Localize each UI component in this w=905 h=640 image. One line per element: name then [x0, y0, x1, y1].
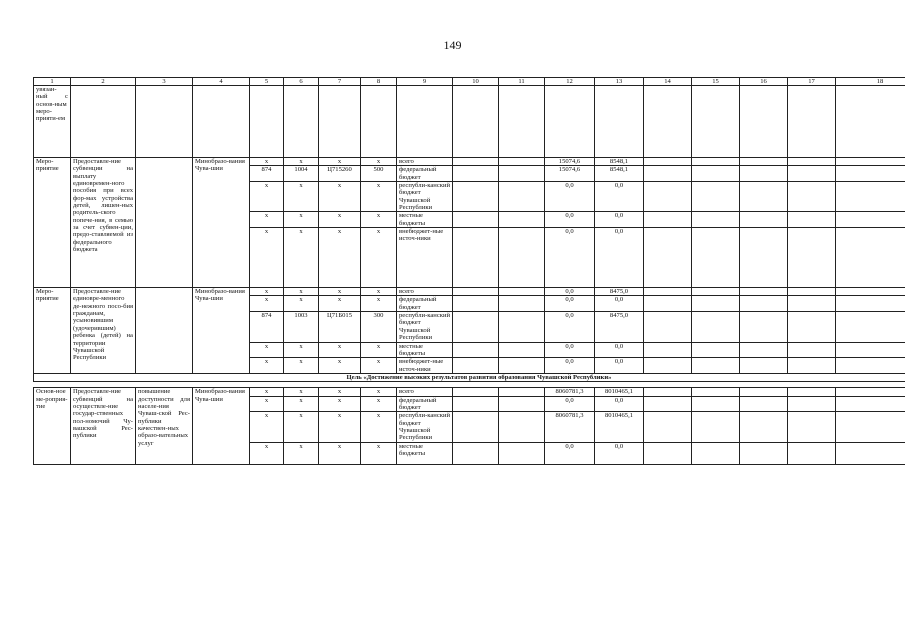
cell-source: всего: [397, 288, 453, 296]
cell-type: Меро-приятие: [34, 288, 71, 374]
cell-type: Меро-приятие: [34, 158, 71, 288]
cell-section: x: [284, 358, 319, 374]
cell-type: увязан-ный с основ-ным меро-прияти-ем: [34, 86, 71, 158]
header-cell: 9: [397, 78, 453, 86]
cell-grbs: x: [250, 158, 284, 166]
cell-value-13: 0,0: [595, 212, 644, 228]
cell-value-13: 0,0: [595, 296, 644, 312]
cell-section: x: [284, 296, 319, 312]
cell-section: x: [284, 412, 319, 442]
cell-section: x: [284, 158, 319, 166]
cell-grbs: x: [250, 182, 284, 212]
cell-value-13: 8475,0: [595, 288, 644, 296]
goal-row: [34, 373, 905, 381]
cell-value-13: 8548,1: [595, 166, 644, 182]
cell-goal: [136, 288, 193, 374]
cell-expense-type: x: [361, 228, 397, 288]
cell-value-12: 0,0: [545, 228, 595, 288]
cell-section: x: [284, 228, 319, 288]
cell-grbs: 874: [250, 166, 284, 182]
header-cell: 2: [71, 78, 136, 86]
header-cell: 15: [692, 78, 740, 86]
table-row: [34, 288, 905, 296]
cell-executor: Минобразо-вания Чува-шии: [193, 288, 250, 374]
cell-expense-type: x: [361, 158, 397, 166]
cell-executor: Минобразо-вания Чува-шии: [193, 388, 250, 464]
header-cell: 3: [136, 78, 193, 86]
cell-article: x: [319, 358, 361, 374]
cell-grbs: x: [250, 412, 284, 442]
cell-section: x: [284, 182, 319, 212]
cell-article: x: [319, 288, 361, 296]
cell-grbs: x: [250, 288, 284, 296]
cell-article: x: [319, 342, 361, 358]
cell-goal: [136, 158, 193, 288]
header-cell: 13: [595, 78, 644, 86]
cell-article: x: [319, 158, 361, 166]
cell-value-12: 0,0: [545, 396, 595, 412]
cell-grbs: x: [250, 442, 284, 464]
cell-expense-type: 300: [361, 312, 397, 342]
header-cell: 4: [193, 78, 250, 86]
cell-value-12: 0,0: [545, 312, 595, 342]
cell-source: республи-канский бюджет Чувашской Республики: [397, 312, 453, 342]
cell-section: x: [284, 212, 319, 228]
cell-article: Ц71Б015: [319, 312, 361, 342]
cell-description: Предоставле-ние единовре-менного де-нежного посо-бия гражданам, усыновившим (удочерившим) ребенка (детей) на территории Чувашской Республики: [71, 288, 136, 374]
cell-value-13: 0,0: [595, 182, 644, 212]
cell-expense-type: x: [361, 182, 397, 212]
cell-source: всего: [397, 158, 453, 166]
cell-expense-type: x: [361, 296, 397, 312]
cell-grbs: x: [250, 212, 284, 228]
cell-grbs: x: [250, 396, 284, 412]
cell-value-12: 0,0: [545, 288, 595, 296]
cell-value-12: 0,0: [545, 358, 595, 374]
cell-description: Предоставле-ние субвенций на осуществле-ние государ-ственных пол-номочий Чу-вашской Рес-публики: [71, 388, 136, 464]
header-row: [34, 78, 905, 86]
budget-table: [33, 77, 905, 465]
cell-value-12: 0,0: [545, 182, 595, 212]
cell-value-13: 8010465,1: [595, 388, 644, 396]
cell-source: внебюджет-ные источ-ники: [397, 358, 453, 374]
cell-section: x: [284, 388, 319, 396]
cell-grbs: x: [250, 228, 284, 288]
cell-section: 1003: [284, 312, 319, 342]
header-cell: 14: [644, 78, 692, 86]
cell-article: Ц715260: [319, 166, 361, 182]
cell-value-13: 0,0: [595, 442, 644, 464]
cell-value-13: 0,0: [595, 342, 644, 358]
cell-article: x: [319, 412, 361, 442]
header-cell: 1: [34, 78, 71, 86]
cell-value-12: 0,0: [545, 212, 595, 228]
cell-grbs: x: [250, 296, 284, 312]
cell-source: федеральный бюджет: [397, 296, 453, 312]
cell-value-12: 0,0: [545, 296, 595, 312]
cell-section: 1004: [284, 166, 319, 182]
cell-source: местные бюджеты: [397, 342, 453, 358]
header-cell: 8: [361, 78, 397, 86]
cell-source: федеральный бюджет: [397, 396, 453, 412]
cell-value-12: 8060781,3: [545, 412, 595, 442]
cell-value-12: 8060781,3: [545, 388, 595, 396]
cell-section: x: [284, 442, 319, 464]
cell-article: x: [319, 228, 361, 288]
cell-source: всего: [397, 388, 453, 396]
table-row: [34, 388, 905, 396]
cell-grbs: 874: [250, 312, 284, 342]
cell-expense-type: x: [361, 288, 397, 296]
header-cell: 6: [284, 78, 319, 86]
cell-value-12: 0,0: [545, 442, 595, 464]
header-cell: 18: [836, 78, 905, 86]
page-number: 149: [443, 38, 462, 52]
cell-expense-type: x: [361, 358, 397, 374]
cell-value-13: 0,0: [595, 358, 644, 374]
table-row: [34, 158, 905, 166]
cell-value-12: 0,0: [545, 342, 595, 358]
cell-article: x: [319, 296, 361, 312]
cell-expense-type: 500: [361, 166, 397, 182]
cell-value-13: 0,0: [595, 228, 644, 288]
cell-expense-type: x: [361, 212, 397, 228]
cell-section: x: [284, 288, 319, 296]
cell-source: местные бюджеты: [397, 442, 453, 464]
cell-article: x: [319, 212, 361, 228]
cell-value-13: 8475,0: [595, 312, 644, 342]
header-cell: 7: [319, 78, 361, 86]
cell-article: x: [319, 182, 361, 212]
goal-heading: Цель «Достижение высоких результатов развития образования Чувашской Республики»: [34, 373, 905, 381]
header-cell: 12: [545, 78, 595, 86]
cell-goal: повышение доступности для населе-ния Чуваш-ской Рес-публики качествен-ных образо-вательных услуг: [136, 388, 193, 464]
header-cell: 5: [250, 78, 284, 86]
cell-executor: Минобразо-вания Чува-шии: [193, 158, 250, 288]
cell-expense-type: x: [361, 412, 397, 442]
cell-value-12: 15074,6: [545, 166, 595, 182]
cell-source: республи-канский бюджет Чувашской Республики: [397, 182, 453, 212]
cell-section: x: [284, 396, 319, 412]
header-cell: 11: [499, 78, 545, 86]
cell-grbs: x: [250, 388, 284, 396]
cell-article: x: [319, 396, 361, 412]
cell-description: Предоставле-ние субвенции на выплату единовремен-ного пособия при всех фор-мах устройства детей, лишен-ных родитель-ского попече-ния, в семью за счет субвен-ции, предо-ставляемой из федерального бюджета: [71, 158, 136, 288]
header-cell: 17: [788, 78, 836, 86]
cell-source: республи-канский бюджет Чувашской Республики: [397, 412, 453, 442]
cell-source: местные бюджеты: [397, 212, 453, 228]
cell-expense-type: x: [361, 396, 397, 412]
cell-expense-type: x: [361, 442, 397, 464]
cell-expense-type: x: [361, 342, 397, 358]
cell-section: x: [284, 342, 319, 358]
cell-value-13: 0,0: [595, 396, 644, 412]
cell-source: федеральный бюджет: [397, 166, 453, 182]
cell-value-13: 8548,1: [595, 158, 644, 166]
cell-expense-type: x: [361, 388, 397, 396]
header-cell: 10: [453, 78, 499, 86]
cell-value-12: 15074,6: [545, 158, 595, 166]
continuation-row: [34, 86, 905, 158]
cell-source: внебюджет-ные источ-ники: [397, 228, 453, 288]
cell-type: Основ-ное ме-роприя-тие: [34, 388, 71, 464]
cell-article: x: [319, 442, 361, 464]
cell-grbs: x: [250, 342, 284, 358]
cell-article: x: [319, 388, 361, 396]
cell-value-13: 8010465,1: [595, 412, 644, 442]
header-cell: 16: [740, 78, 788, 86]
cell-grbs: x: [250, 358, 284, 374]
